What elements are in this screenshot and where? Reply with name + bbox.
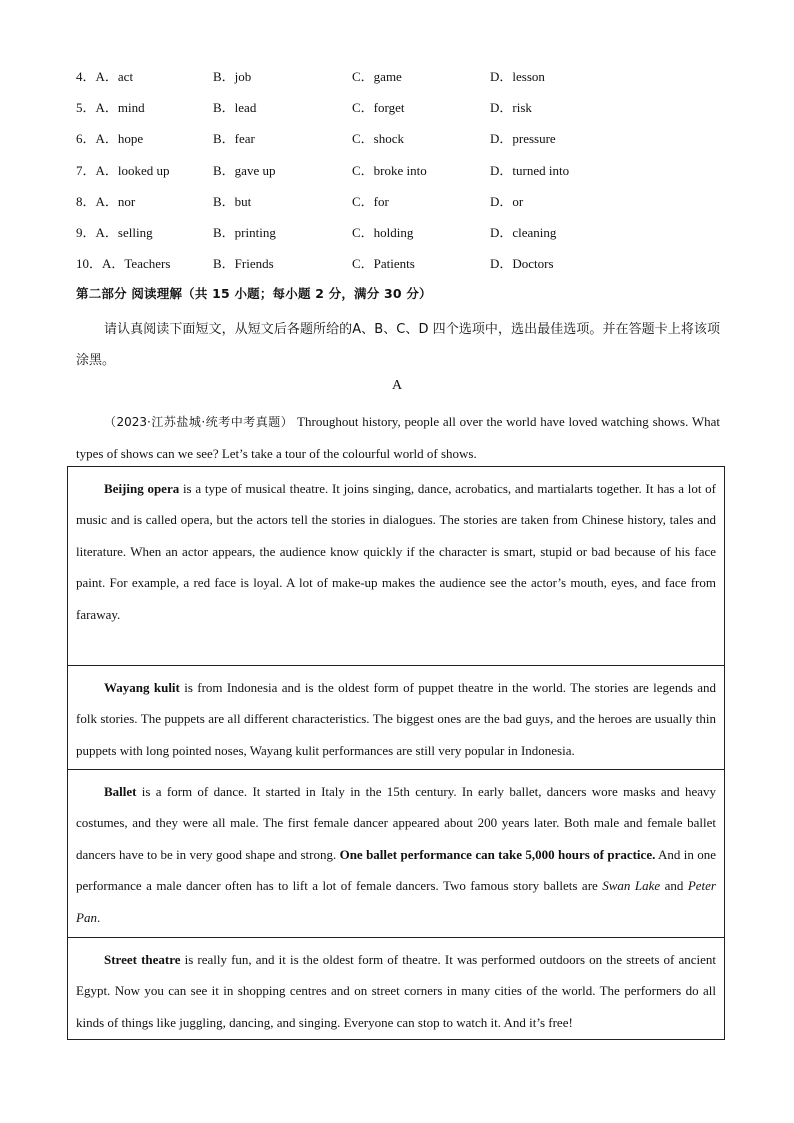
shows-table [67, 466, 725, 1040]
option-d: D．pressure [490, 131, 556, 147]
instructions: 请认真阅读下面短文，从短文后各题所给的A、B、C、D 四个选项中，选出最佳选项。并在答题卡上将该项涂黑。 [76, 322, 720, 368]
option-a: 8．A．nor [76, 193, 136, 209]
option-c: C．broke into [352, 162, 427, 178]
option-a: 7．A．looked up [76, 162, 170, 178]
ballet-paragraph: Ballet is a form of dance. It started in Italy in the 15th century. In early ballet, dancers wore masks and heavy costumes, and they were all male. The first female dancer appeared about 200 years later. Both male and female ballet dancers have to be in very good shape and strong. One ballet performance can take 5,000 hours of practice. And in one performance a male dancer often has to lift a lot of female dancers. Two famous story ballets are Swan Lake and Peter Pan. [76, 784, 716, 925]
question-10-options [76, 251, 736, 282]
question-6-options [76, 126, 736, 157]
option-c: C．for [352, 193, 389, 209]
passage-source: （2023·江苏盐城·统考中考真题） [104, 415, 294, 429]
option-b: B．lead [213, 100, 257, 116]
wayang-kulit-cell [68, 665, 724, 769]
option-d: D．lesson [490, 69, 545, 84]
option-c: C．game [352, 69, 402, 84]
passage-intro [76, 406, 720, 469]
beijing-opera-title: Beijing opera [104, 481, 180, 496]
option-a: 10．A．Teachers [76, 256, 171, 272]
option-b: B．printing [213, 224, 276, 240]
option-d: D．turned into [490, 162, 570, 178]
question-7-options [76, 158, 736, 189]
ballet-title: Ballet [104, 784, 137, 799]
option-c: C．shock [352, 131, 405, 147]
option-b: B．Friends [213, 256, 274, 272]
question-5-options [76, 95, 736, 126]
wayang-kulit-title: Wayang kulit [104, 680, 180, 695]
street-theatre-title: Street theatre [104, 952, 181, 967]
option-a: 9．A．selling [76, 224, 153, 240]
option-c: C．holding [352, 224, 414, 240]
ballet-cell [68, 769, 724, 937]
option-a: 4．A．act [76, 69, 134, 84]
question-9-options [76, 220, 736, 251]
question-4-options [76, 64, 736, 95]
option-b: B．gave up [213, 162, 276, 178]
ballet-highlight: One ballet performance can take 5,000 hours of practice. [339, 846, 656, 862]
option-a: 5．A．mind [76, 100, 145, 116]
option-d: D．cleaning [490, 224, 557, 240]
intro-text: Throughout history, people all over the world have loved watching shows. What types of shows can we see? Let’s take a tour of the colourful world of shows. [76, 414, 720, 461]
question-8-options [76, 189, 736, 220]
option-d: D．Doctors [490, 256, 554, 272]
beijing-opera-paragraph: Beijing opera is a type of musical theatre. It joins singing, dance, acrobatics, and martialarts together. It has a lot of music and is called opera, but the actors tell the stories in dialogues. The stories are taken from Chinese history, tales and literature. When an actor appears, the audience know quickly if the character is smart, stupid or bad because of his face paint. For example, a red face is loyal. A lot of make-up makes the audience see the actor’s mouth, eyes, and face from faraway. [76, 481, 716, 622]
street-theatre-cell [68, 937, 724, 1041]
options-list [76, 64, 736, 282]
option-b: B．job [213, 69, 252, 84]
work-title: Peter Pan [76, 878, 716, 925]
option-b: B．fear [213, 131, 255, 147]
option-b: B．but [213, 193, 252, 209]
option-c: C．Patients [352, 256, 415, 272]
option-d: D．or [490, 193, 524, 209]
street-theatre-paragraph: Street theatre is really fun, and it is the oldest form of theatre. It was performed outdoors on the streets of ancient Egypt. Now you can see it in shopping centres and on street corners in many cities of the world. The performers do all kinds of things like juggling, dancing, and singing. Everyone can stop to watch it. And it’s free! [76, 952, 716, 1030]
option-d: D．risk [490, 100, 532, 116]
wayang-kulit-paragraph: Wayang kulit is from Indonesia and is the oldest form of puppet theatre in the world. The stories are legends and folk stories. The puppets are all different characteristics. The biggest ones are the bad guys, and the heroes are usually thin puppets with long pointed noses, Wayang kulit performances are still very popular in Indonesia. [76, 680, 716, 758]
option-a: 6．A．hope [76, 131, 144, 147]
section-heading: 第二部分 阅读理解（共 15 小题；每小题 2 分，满分 30 分） [76, 286, 432, 301]
option-c: C．forget [352, 100, 405, 116]
work-title: Swan Lake [602, 878, 661, 894]
beijing-opera-cell [68, 467, 724, 665]
passage-label: A [391, 378, 403, 393]
